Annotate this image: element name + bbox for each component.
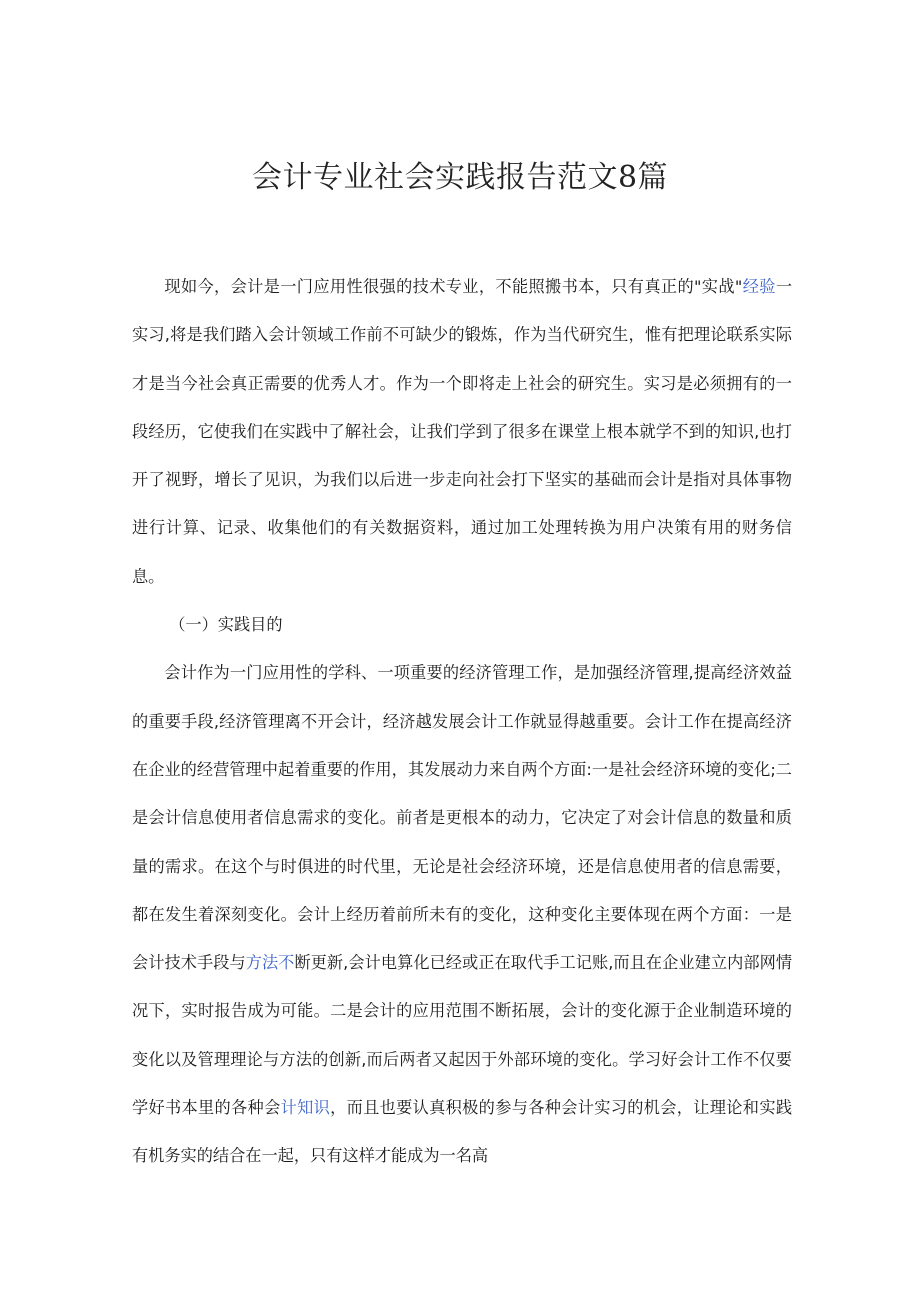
experience-link[interactable]: 经验 [742,277,776,296]
document-body [132,263,792,1181]
purpose-text-part1: 会计作为一门应用性的学科、一项重要的经济管理工作，是加强经济管理,提高经济效益的重要手段,经济管理离不开会计，经济越发展会计工作就显得越重要。会计工作在提高经济在企业的经营管理中起着重要的作用，其发展动力来自两个方面:一是社会经济环境的变化;二是会计信息使用者信息需求的变化。前者是更根本的动力，它决定了对会计信息的数量和质量的需求。在这个与时俱进的时代里，无论是社会经济环境，还是信息使用者的信息需要，都在发生着深刻变化。会计上经历着前所未有的变化，这种变化主要体现在两个方面：一是会计技术手段与 [132,663,792,973]
intro-paragraph [132,263,792,601]
purpose-text-part2: 断更新,会计电算化已经或正在取代手工记账,而且在企业建立内部网情况下，实时报告成为可能。二是会计的应用范围不断拓展，会计的变化源于企业制造环境的变化以及管理理论与方法的创新,而后两者又起因于外部环境的变化。学习好会计工作不仅要学好书本里的各种会 [132,953,793,1118]
intro-text-part2: 一实习,将是我们踏入会计领域工作前不可缺少的锻炼，作为当代研究生，惟有把理论联系实际才是当今社会真正需要的优秀人才。作为一个即将走上社会的研究生。实习是必须拥有的一段经历，它使我们在实践中了解社会，让我们学到了很多在课堂上根本就学不到的知识,也打开了视野，增长了见识，为我们以后进一步走向社会打下坚实的基础而会计是指对具体事物进行计算、记录、收集他们的有关数据资料，通过加工处理转换为用户决策有用的财务信息。 [132,277,793,586]
section-heading-purpose: （一）实践目的 [169,615,283,635]
knowledge-link[interactable]: 计知识 [280,1098,331,1118]
intro-text-part1: 现如今，会计是一门应用性很强的技术专业，不能照搬书本，只有真正的"实战" [164,277,743,296]
purpose-paragraph [132,649,792,1180]
document-title: 会计专业社会实践报告范文8篇 [251,160,669,195]
purpose-text-part3: ，而且也要认真积极的参与各种会计实习的机会，让理论和实践有机务实的结合在一起，只有这样才能成为一名高 [132,1098,793,1166]
method-link[interactable]: 方法不 [245,953,295,973]
